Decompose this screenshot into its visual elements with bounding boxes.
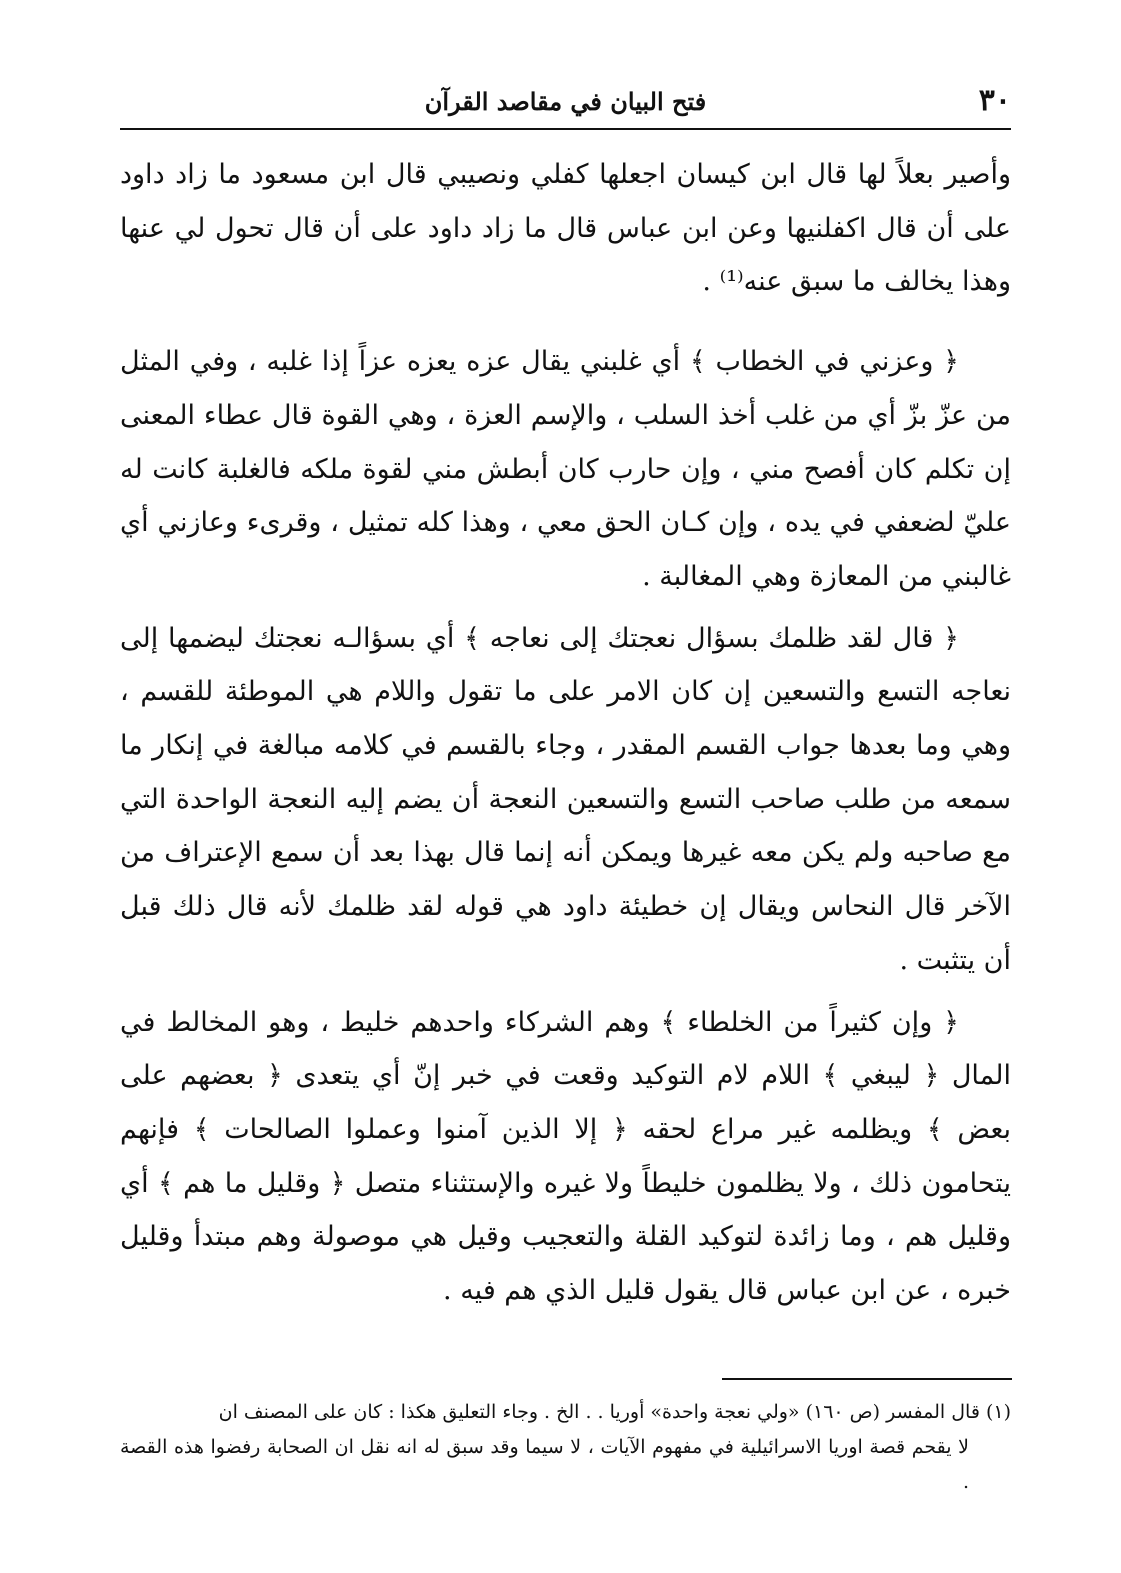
running-title: فتح البيان في مقاصد القرآن — [424, 87, 707, 116]
page-header — [120, 82, 1011, 122]
paragraph-2: ﴿ وعزني في الخطاب ﴾ أي غلبني يقال عزه يعزه عزاً إذا غلبه ، وفي المثل من عزّ بزّ أي من غلب أخذ السلب ، والإسم العزة ، وهي القوة قال عطاء المعنى إن تكلم كان أفصح مني ، وإن حارب كان أبطش مني لقوة ملكه فالغلبة كانت له عليّ لضعفي في يده ، وإن كـان الحق معي ، وهذا كله تمثيل ، وقرىء وعازني أي غالبني من المعازة وهي المغالبة . — [120, 346, 1011, 592]
footnote-rule — [722, 1378, 1012, 1380]
paragraph-4: ﴿ وإن كثيراً من الخلطاء ﴾ وهم الشركاء واحدهم خليط ، وهو المخالط في المال ﴿ ليبغي ﴾ اللام لام التوكيد وقعت في خبر إنّ أي يتعدى ﴿ بعضهم على بعض ﴾ ويظلمه غير مراع لحقه ﴿ إلا الذين آمنوا وعملوا الصالحات ﴾ فإنهم يتحامون ذلك ، ولا يظلمون خليطاً ولا غيره والإستثناء متصل ﴿ وقليل ما هم ﴾ أي وقليل هم ، وما زائدة لتوكيد القلة والتعجيب وقيل هي موصولة وهم مبتدأ وقليل خبره ، عن ابن عباس قال يقول قليل الذي هم فيه . — [120, 1006, 1011, 1307]
footnote-1-line-1: (١) قال المفسر (ص ١٦٠) «ولي نعجة واحدة» أوريا . . الخ . وجاء التعليق هكذا : كان على المصنف ان — [218, 1401, 1011, 1423]
footnotes — [120, 1395, 1011, 1500]
paragraph-3: ﴿ قال لقد ظلمك بسؤال نعجتك إلى نعاجه ﴾ أي بسؤالـه نعجتك ليضمها إلى نعاجه التسع والتسعين إن كان الامر على ما تقول واللام هي الموطئة للقسم ، وهي وما بعدها جواب القسم المقدر ، وجاء بالقسم في كلامه مبالغة في إنكار ما سمعه من طلب صاحب التسع والتسعين النعجة أن يضم إليه النعجة الواحدة التي مع صاحبه ولم يكن معه غيرها ويمكن أنه إنما قال بهذا بعد أن سمع الإعتراف من الآخر قال النحاس ويقال إن خطيئة داود هي قوله لقد ظلمك لأنه قال ذلك قبل أن يتثبت . — [120, 622, 1011, 976]
paragraph-1: وأصير بعلاً لها قال ابن كيسان اجعلها كفلي ونصيبي قال ابن مسعود ما زاد داود على أن قال اكفلنيها وعن ابن عباس قال ما زاد داود على أن قال تحول لي عنها وهذا يخالف ما سبق عنه⁽¹⁾ . — [120, 159, 1011, 298]
header-rule — [120, 128, 1011, 130]
main-text — [120, 148, 1011, 1318]
footnote-1-continuation: لا يقحم قصة اوريا الاسرائيلية في مفهوم الآيات ، لا سيما وقد سبق له انه نقل ان الصحابة رفضوا هذه القصة . — [120, 1436, 969, 1493]
page-number: ٣٠ — [978, 83, 1011, 118]
